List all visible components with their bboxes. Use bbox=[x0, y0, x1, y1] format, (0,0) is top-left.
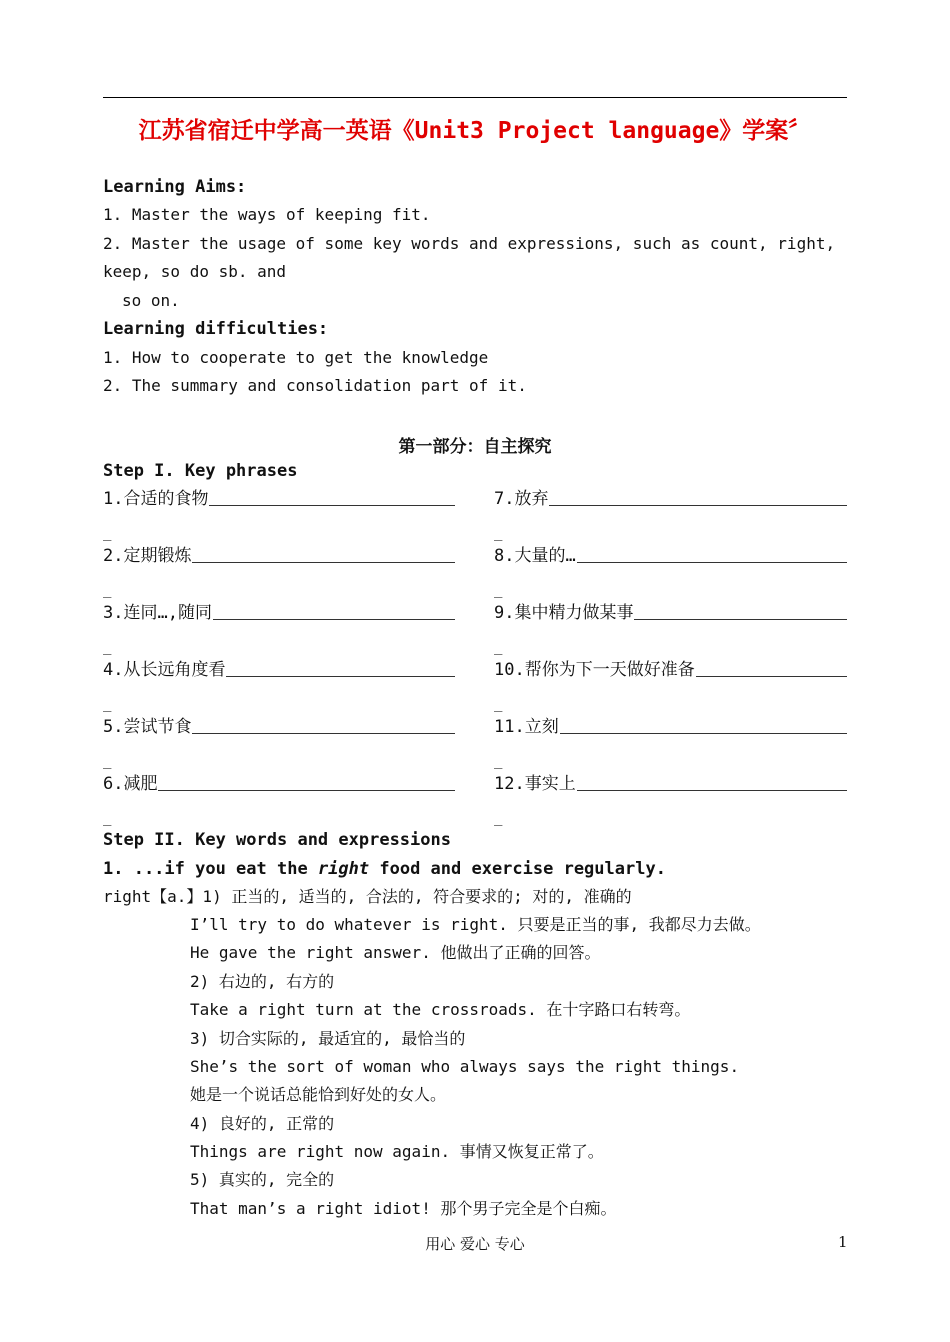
sense-line: 2) 右边的, 右方的 bbox=[190, 972, 335, 991]
aims-heading: Learning Aims: bbox=[103, 177, 247, 197]
phrase-item: 9.集中精力做某事 bbox=[494, 603, 847, 623]
sense-line: 3) 切合实际的, 最适宜的, 最恰当的 bbox=[190, 1029, 466, 1048]
example-line: Things are right now again. 事情又恢复正常了。 bbox=[190, 1142, 604, 1161]
phrase-item: 2.定期锻炼 bbox=[103, 546, 455, 566]
blank-continuation: _ bbox=[494, 753, 503, 769]
answer-blank[interactable] bbox=[226, 676, 455, 677]
blank-continuation: _ bbox=[494, 810, 503, 826]
answer-blank[interactable] bbox=[577, 790, 847, 791]
answer-blank[interactable] bbox=[577, 562, 847, 563]
aim-item: 2. Master the usage of some key words and expressions, such as count, right, bbox=[103, 234, 836, 253]
answer-blank[interactable] bbox=[696, 676, 847, 677]
page-number: 1 bbox=[838, 1233, 848, 1251]
blank-continuation: _ bbox=[494, 696, 503, 712]
example-line: He gave the right answer. 他做出了正确的回答。 bbox=[190, 943, 601, 962]
blank-continuation: _ bbox=[103, 810, 112, 826]
example-line: 她是一个说话总能恰到好处的女人。 bbox=[190, 1085, 447, 1104]
difficulty-item: 2. The summary and consolidation part of it. bbox=[103, 376, 527, 395]
example-line: She’s the sort of woman who always says the right things. bbox=[190, 1057, 740, 1076]
aim-item: so on. bbox=[122, 291, 180, 310]
example-line: I’ll try to do whatever is right. 只要是正当的事, 我都尽力去做。 bbox=[190, 915, 761, 934]
blank-continuation: _ bbox=[494, 525, 503, 541]
phrase-item: 6.减肥 bbox=[103, 774, 455, 794]
blank-continuation: _ bbox=[494, 582, 503, 598]
example-line: That man’s a right idiot! 那个男子完全是个白痴。 bbox=[190, 1199, 617, 1218]
blank-continuation: _ bbox=[103, 525, 112, 541]
answer-blank[interactable] bbox=[192, 733, 455, 734]
step2-heading: Step II. Key words and expressions bbox=[103, 830, 451, 850]
answer-blank[interactable] bbox=[634, 619, 847, 620]
key-sentence: 1. ...if you eat the right food and exercise regularly. bbox=[103, 859, 666, 879]
sense-line: 5) 真实的, 完全的 bbox=[190, 1170, 335, 1189]
phrase-item: 8.大量的… bbox=[494, 546, 847, 566]
answer-blank[interactable] bbox=[158, 790, 455, 791]
phrase-item: 5.尝试节食 bbox=[103, 717, 455, 737]
sense-line: 4) 良好的, 正常的 bbox=[190, 1114, 335, 1133]
phrase-item: 11.立刻 bbox=[494, 717, 847, 737]
phrase-item: 3.连同…,随同 bbox=[103, 603, 455, 623]
answer-blank[interactable] bbox=[560, 733, 847, 734]
blank-continuation: _ bbox=[103, 582, 112, 598]
phrase-item: 12.事实上 bbox=[494, 774, 847, 794]
step1-heading: Step I. Key phrases bbox=[103, 461, 298, 481]
phrase-item: 7.放弃 bbox=[494, 489, 847, 509]
blank-continuation: _ bbox=[103, 753, 112, 769]
aim-item: 1. Master the ways of keeping fit. bbox=[103, 205, 431, 224]
answer-blank[interactable] bbox=[213, 619, 455, 620]
difficulties-heading: Learning difficulties: bbox=[103, 319, 329, 339]
key-word: right bbox=[317, 859, 370, 879]
answer-blank[interactable] bbox=[192, 562, 455, 563]
blank-continuation: _ bbox=[103, 639, 112, 655]
blank-continuation: _ bbox=[103, 696, 112, 712]
top-rule bbox=[103, 97, 847, 98]
page-title: 江苏省宿迁中学高一英语《Unit3 Project language》学案〞 bbox=[138, 118, 812, 144]
aim-item: keep, so do sb. and bbox=[103, 262, 287, 281]
blank-continuation: _ bbox=[494, 639, 503, 655]
answer-blank[interactable] bbox=[209, 505, 455, 506]
word-entry: right【a.】1) 正当的, 适当的, 合法的, 符合要求的; 对的, 准确的 bbox=[103, 887, 632, 906]
phrase-item: 1.合适的食物 bbox=[103, 489, 455, 509]
phrase-item: 4.从长远角度看 bbox=[103, 660, 455, 680]
section-title: 第一部分：自主探究 bbox=[398, 437, 552, 457]
difficulty-item: 1. How to cooperate to get the knowledge bbox=[103, 348, 489, 367]
example-line: Take a right turn at the crossroads. 在十字路口右转弯。 bbox=[190, 1000, 691, 1019]
page-footer: 用心 爱心 专心 bbox=[425, 1235, 525, 1253]
phrase-item: 10.帮你为下一天做好准备 bbox=[494, 660, 847, 680]
answer-blank[interactable] bbox=[549, 505, 847, 506]
